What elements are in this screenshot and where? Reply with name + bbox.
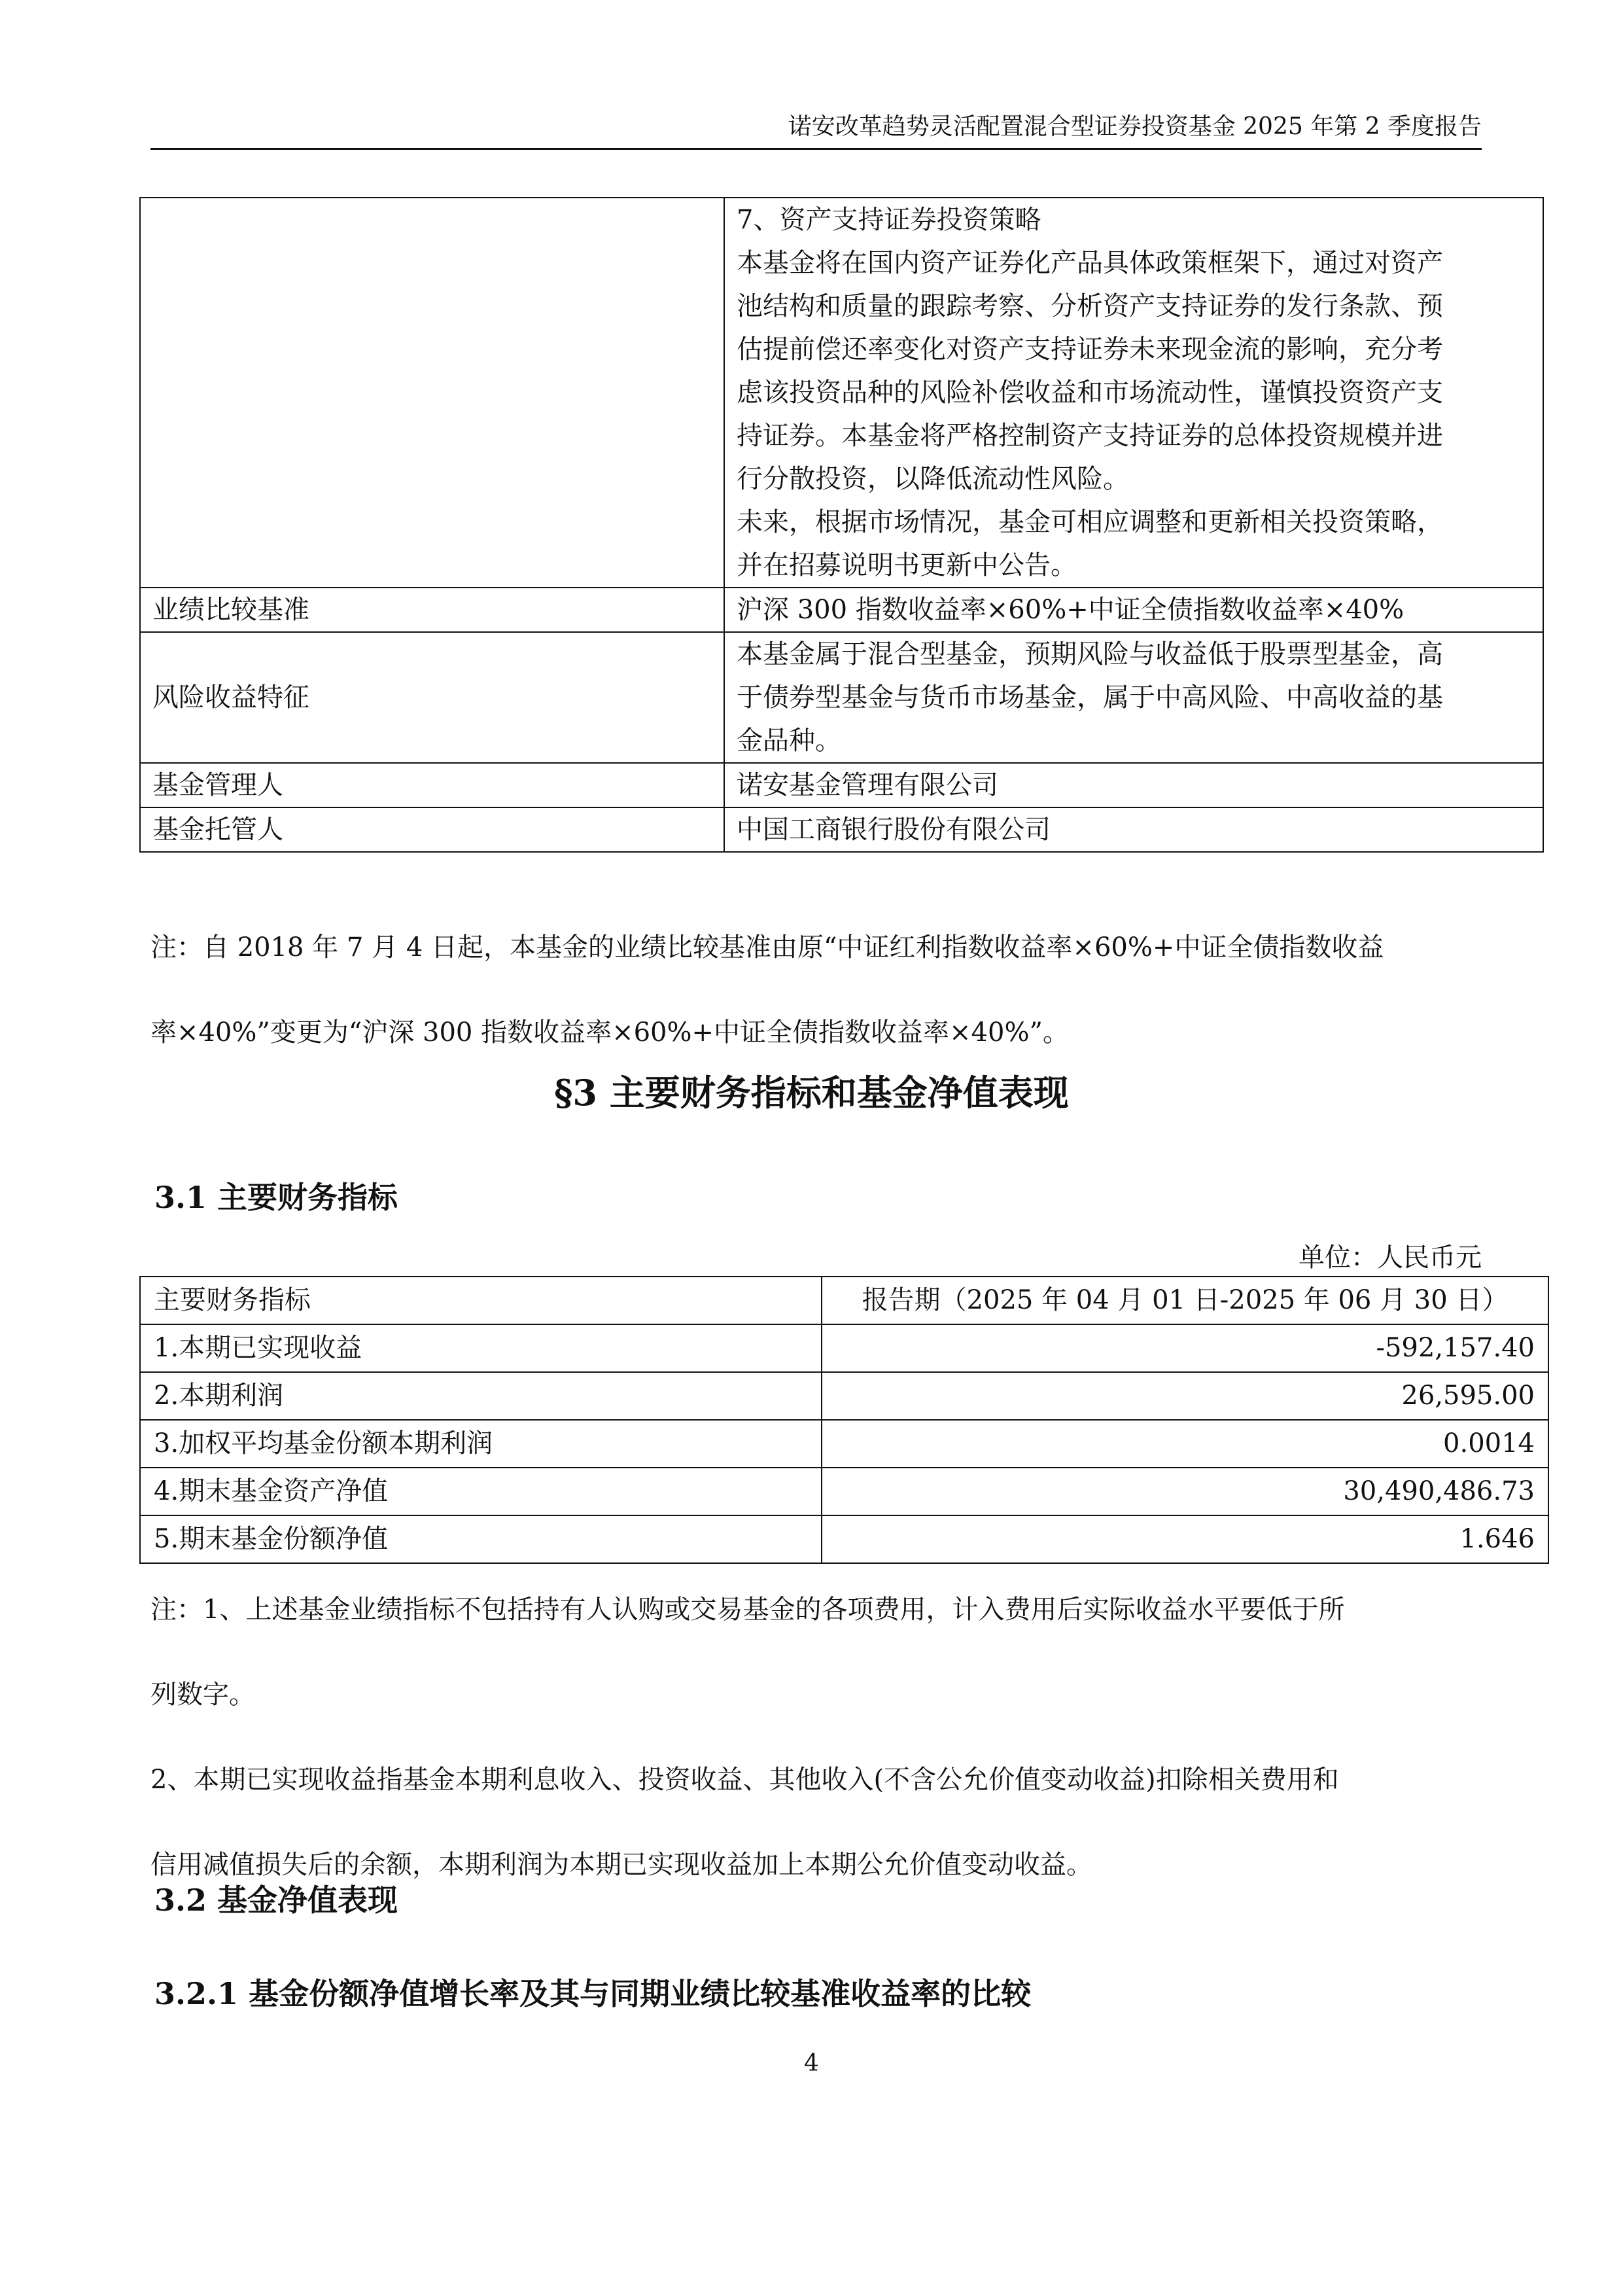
strategy-text-line: 持证券。本基金将严格控制资产支持证券的总体投资规模并进 — [737, 421, 1443, 451]
strategy-text-line: 估提前偿还率变化对资产支持证券未来现金流的影响，充分考 — [737, 334, 1443, 364]
subsection-3-2-1-title: 3.2.1 基金份额净值增长率及其与同期业绩比较基准收益率的比较 — [154, 1976, 1032, 2011]
note-line: 注：1、上述基金业绩指标不包括持有人认购或交易基金的各项费用，计入费用后实际收益水平要低于所 — [150, 1595, 1345, 1625]
empty-label-cell — [140, 198, 724, 588]
table-row — [140, 1468, 1548, 1515]
benchmark-change-note — [150, 905, 1482, 1075]
benchmark-label: 业绩比较基准 — [140, 588, 724, 632]
strategy-text-line: 池结构和质量的跟踪考察、分析资产支持证券的发行条款、预 — [737, 291, 1443, 321]
indicator-value: 1.646 — [822, 1515, 1548, 1563]
table-row — [140, 763, 1543, 807]
indicator-value: -592,157.40 — [822, 1324, 1548, 1372]
table-row — [140, 1324, 1548, 1372]
indicator-label: 2.本期利润 — [140, 1372, 822, 1420]
note-line: 信用减值损失后的余额，本期利润为本期已实现收益加上本期公允价值变动收益。 — [150, 1850, 1092, 1880]
note-line: 注：自 2018 年 7 月 4 日起，本基金的业绩比较基准由原“中证红利指数收益率×60%+中证全债指数收益 — [150, 932, 1384, 963]
table-row — [140, 1372, 1548, 1420]
section-3-title: §3 主要财务指标和基金净值表现 — [554, 1072, 1069, 1114]
table-row — [140, 632, 1543, 763]
indicator-label: 5.期末基金份额净值 — [140, 1515, 822, 1563]
indicators-header: 主要财务指标 — [140, 1277, 822, 1324]
custodian-value: 中国工商银行股份有限公司 — [724, 807, 1543, 852]
table-row — [140, 198, 1543, 588]
note-line: 列数字。 — [150, 1680, 255, 1710]
indicator-label: 4.期末基金资产净值 — [140, 1468, 822, 1515]
table-row — [140, 1420, 1548, 1468]
risk-cell — [724, 632, 1543, 763]
indicator-value: 30,490,486.73 — [822, 1468, 1548, 1515]
strategy-text-line: 行分散投资，以降低流动性风险。 — [737, 464, 1129, 494]
manager-value: 诺安基金管理有限公司 — [724, 763, 1543, 807]
table-header-row — [140, 1277, 1548, 1324]
strategy-text-line: 并在招募说明书更新中公告。 — [737, 550, 1077, 580]
subsection-3-2-title: 3.2 基金净值表现 — [154, 1882, 398, 1918]
running-header: 诺安改革趋势灵活配置混合型证券投资基金 2025 年第 2 季度报告 — [788, 113, 1482, 140]
custodian-label: 基金托管人 — [140, 807, 724, 852]
indicator-label: 1.本期已实现收益 — [140, 1324, 822, 1372]
strategy-heading: 7、资产支持证券投资策略 — [737, 205, 1041, 235]
period-header: 报告期（2025 年 04 月 01 日-2025 年 06 月 30 日） — [822, 1277, 1548, 1324]
indicator-value: 0.0014 — [822, 1420, 1548, 1468]
indicator-label: 3.加权平均基金份额本期利润 — [140, 1420, 822, 1468]
strategy-cell — [724, 198, 1543, 588]
strategy-text-line: 虑该投资品种的风险补偿收益和市场流动性，谨慎投资资产支 — [737, 378, 1443, 408]
fund-overview-table — [139, 197, 1544, 853]
benchmark-value: 沪深 300 指数收益率×60%+中证全债指数收益率×40% — [724, 588, 1543, 632]
strategy-text-line: 本基金将在国内资产证券化产品具体政策框架下，通过对资产 — [737, 248, 1443, 278]
manager-label: 基金管理人 — [140, 763, 724, 807]
subsection-3-1-title: 3.1 主要财务指标 — [154, 1180, 398, 1215]
risk-text-line: 于债券型基金与货币市场基金，属于中高风险、中高收益的基 — [737, 682, 1443, 713]
risk-text-line: 金品种。 — [737, 726, 841, 756]
table-row — [140, 588, 1543, 632]
header-divider — [150, 148, 1482, 150]
table-row — [140, 1515, 1548, 1563]
risk-label: 风险收益特征 — [140, 632, 724, 763]
risk-text-line: 本基金属于混合型基金，预期风险与收益低于股票型基金，高 — [737, 639, 1443, 669]
note-line: 率×40%”变更为“沪深 300 指数收益率×60%+中证全债指数收益率×40%”。 — [150, 1017, 1069, 1048]
table-row — [140, 807, 1543, 852]
strategy-text-line: 未来，根据市场情况，基金可相应调整和更新相关投资策略， — [737, 507, 1443, 537]
financial-indicators-table — [139, 1276, 1549, 1564]
currency-unit: 单位：人民币元 — [1299, 1243, 1482, 1273]
page-number: 4 — [804, 2050, 819, 2077]
financial-notes — [150, 1567, 1482, 1907]
indicator-value: 26,595.00 — [822, 1372, 1548, 1420]
note-line: 2、本期已实现收益指基金本期利息收入、投资收益、其他收入(不含公允价值变动收益)扣除相关费用和 — [150, 1765, 1339, 1795]
